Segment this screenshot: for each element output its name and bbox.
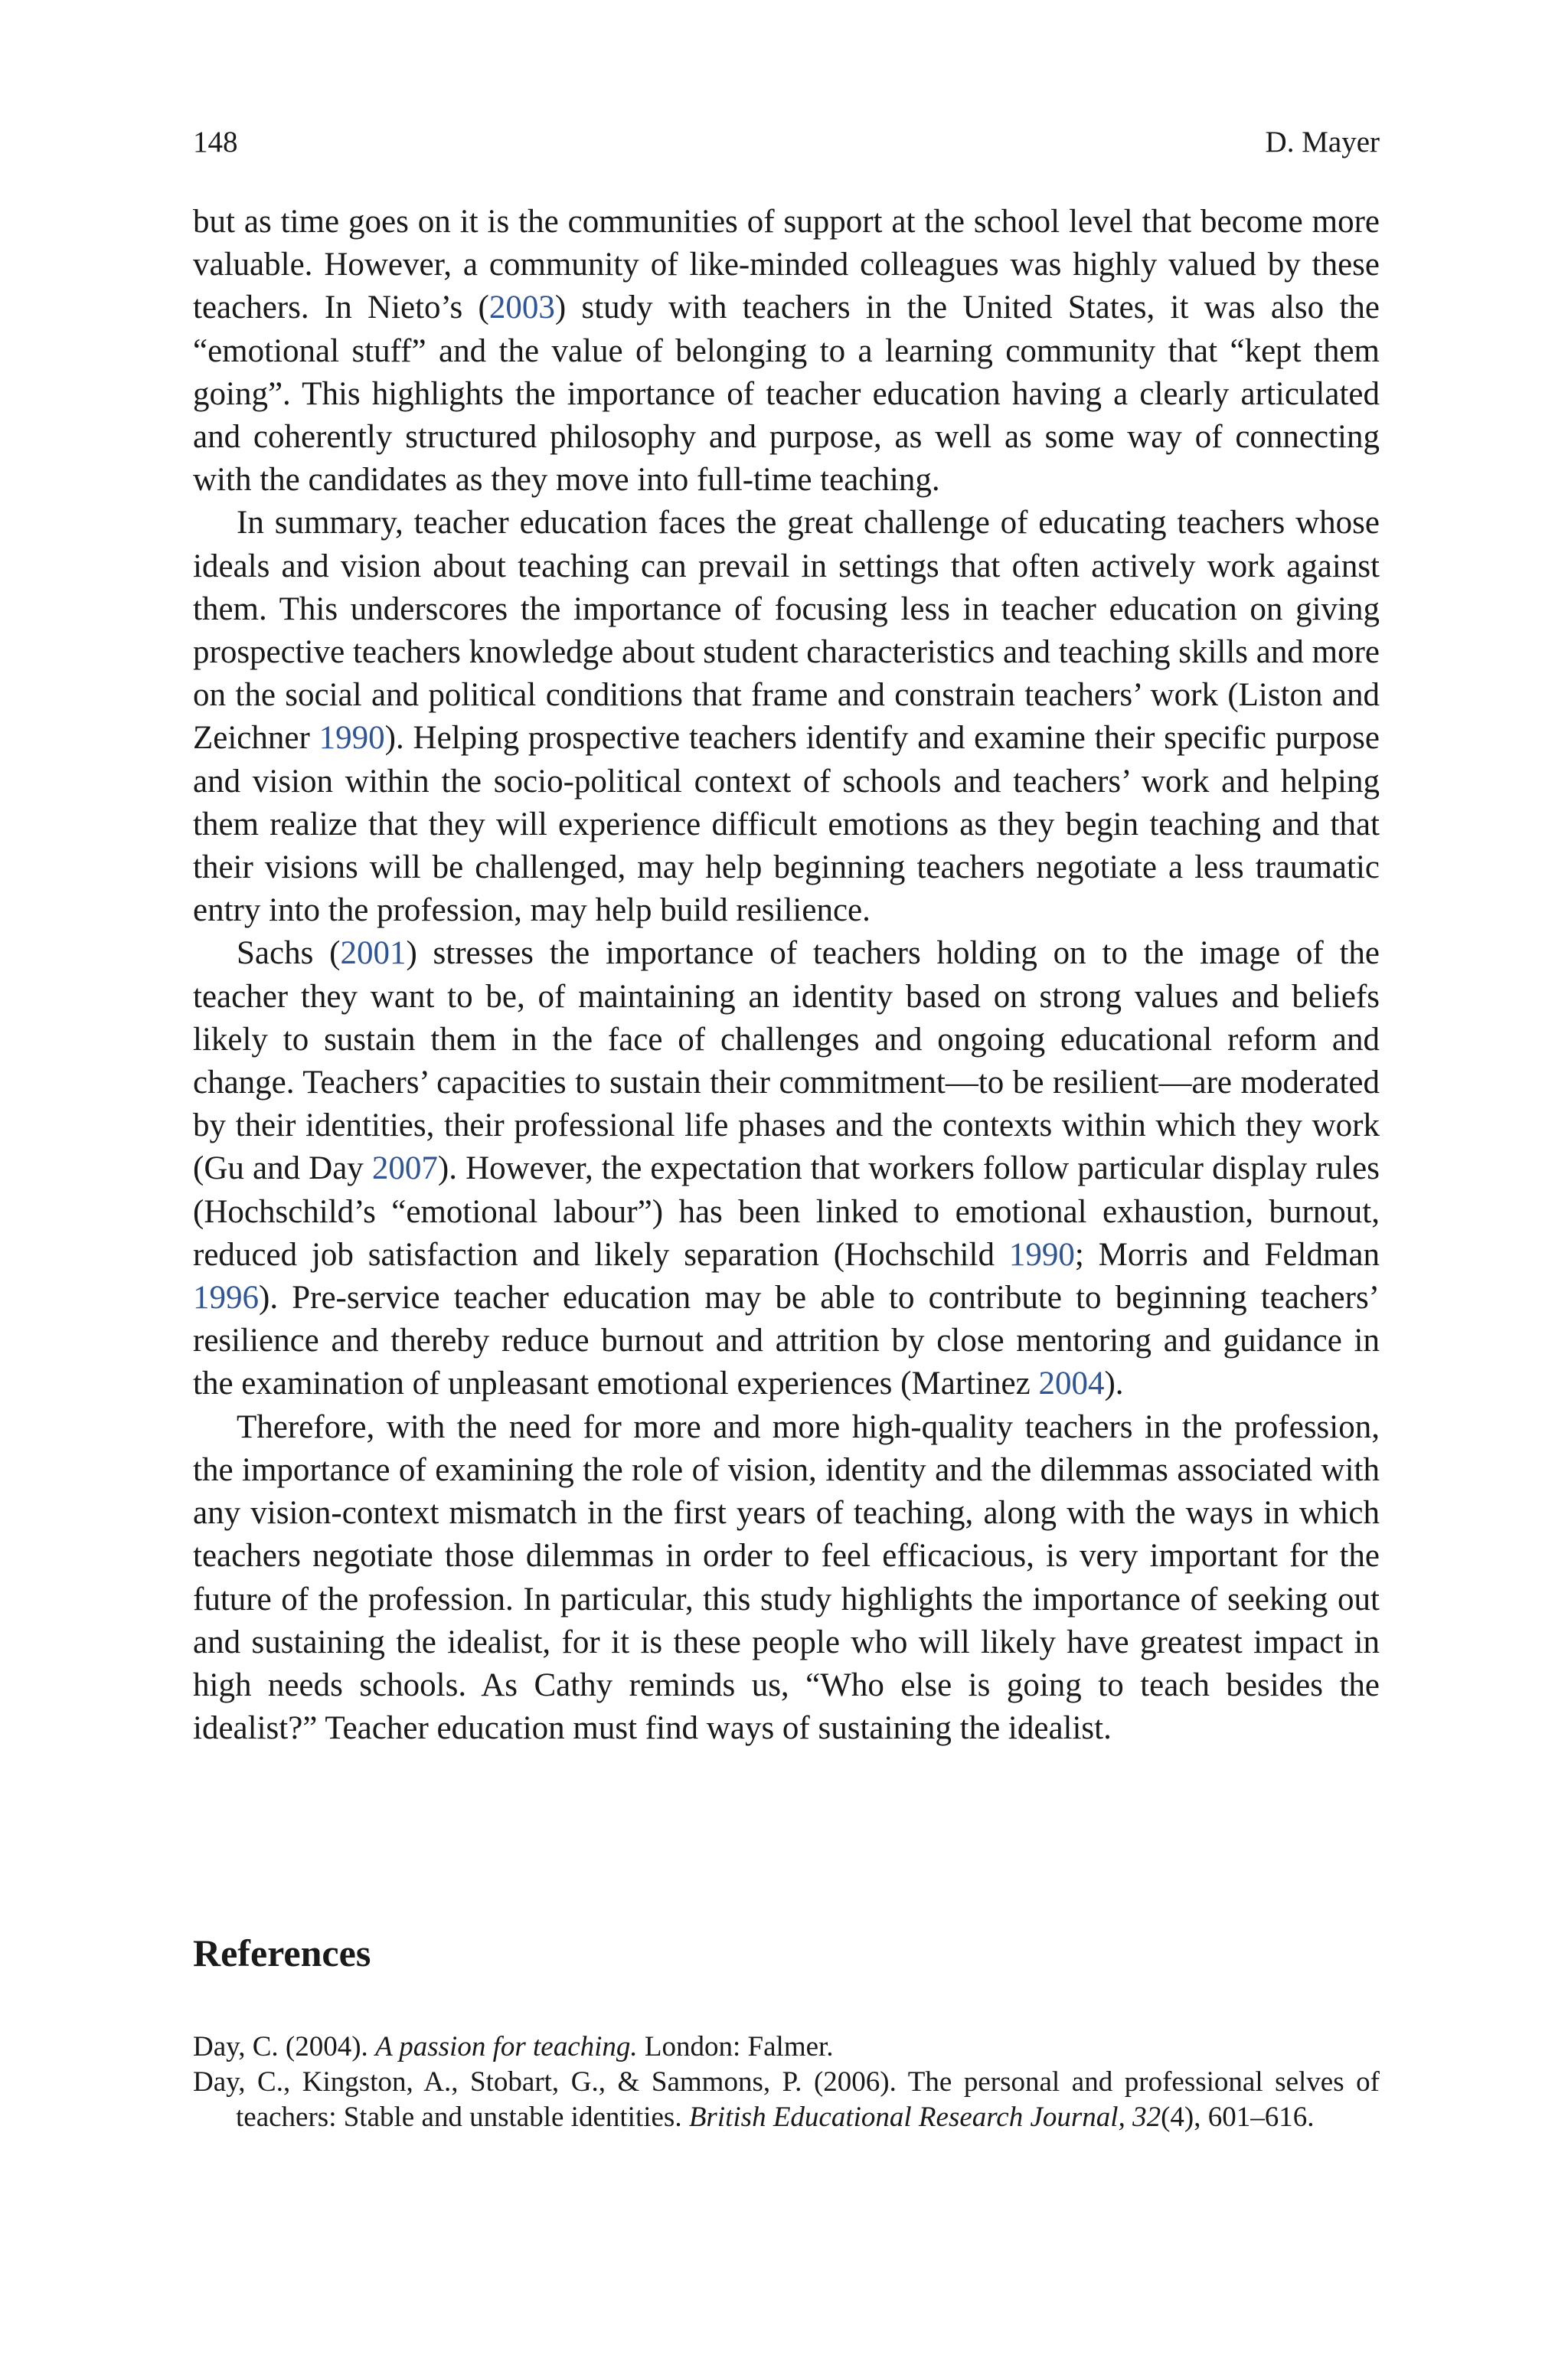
references-list <box>193 2030 1380 2135</box>
text-run: Day, C. (2004). <box>193 2031 376 2062</box>
citation-link[interactable]: 1996 <box>193 1280 259 1317</box>
reference-journal: British Educational Research Journal, 32 <box>688 2102 1161 2133</box>
text-run: ). Helping prospective teachers identify and examine their specific purpose and vision within the socio-political context of schools and teachers’ work and helping them realize that they will experience difficult emotions as they begin teaching and that their visions will be challenged, may help beginning teachers negotiate a less traumatic entry into the profession, may help build resilience. <box>193 720 1380 929</box>
citation-link[interactable]: 2003 <box>488 289 555 326</box>
reference-title: A passion for teaching. <box>375 2031 638 2062</box>
text-run: (4), 601–616. <box>1161 2102 1315 2133</box>
citation-link[interactable]: 2001 <box>340 935 407 972</box>
text-run: In summary, teacher education faces the great challenge of educating teachers whose ideals and vision about teaching can prevail in settings that often actively work against them. This underscores the importance of focusing less in teacher education on giving prospective teachers knowledge about student characteristics and teaching skills and more on the social and political conditions that frame and constrain teachers’ work (Liston and Zeichner <box>193 505 1380 757</box>
paragraph-1 <box>193 201 1380 502</box>
reference-item <box>193 2065 1380 2135</box>
text-run: ). Pre-service teacher education may be able to contribute to beginning teachers’ resilience and thereby reduce burnout and attrition by close mentoring and guidance in the examination of unpleasant emotional experiences (Martinez <box>193 1280 1380 1402</box>
text-run: London: Falmer. <box>637 2031 834 2062</box>
citation-link[interactable]: 1990 <box>318 720 385 757</box>
text-run: Day, C., Kingston, A., Stobart, G., & Sammons, P. (2006). The personal and professional selves of teachers: Stable and unstable identities. <box>193 2066 1380 2133</box>
text-run: ; Morris and Feldman <box>1074 1236 1380 1273</box>
text-run: ) study with teachers in the United States, it was also the “emotional stuff” and the value of belonging to a learning community that “kept them going”. This highlights the importance of teacher education having a clearly articulated and coherently structured philosophy and purpose, as well as some way of connecting with the candidates as they move into full-time teaching. <box>193 289 1380 499</box>
citation-link[interactable]: 1990 <box>1008 1236 1075 1273</box>
page-header <box>193 123 1380 162</box>
text-run: Therefore, with the need for more and more high-quality teachers in the profession, the importance of examining the role of vision, identity and the dilemmas associated with any vision-context mismatch in the first years of teaching, along with the ways in which teachers negotiate those dilemmas in order to feel efficacious, is very important for the future of the profession. In particular, this study highlights the importance of seeking out and sustaining the idealist, for it is these people who will likely have greatest impact in high needs schools. As Cathy reminds us, “Who else is going to teach besides the idealist?” Teacher education must find ways of sustaining the idealist. <box>193 1408 1380 1747</box>
paragraph-4 <box>193 1406 1380 1751</box>
paragraph-3 <box>193 932 1380 1405</box>
text-run: ). <box>1104 1366 1124 1402</box>
references-heading: References <box>193 1932 371 1974</box>
page-number: 148 <box>193 126 238 159</box>
running-head-author: D. Mayer <box>1265 126 1380 159</box>
text-run: Sachs ( <box>237 935 341 972</box>
citation-link[interactable]: 2007 <box>371 1150 438 1187</box>
text-run: ) stresses the importance of teachers holding on to the image of the teacher they want to be, of maintaining an identity based on strong values and beliefs likely to sustain them in the face of challenges and ongoing educational reform and change. Teachers’ capacities to sustain their commitment—to be resilient—are moderated by their identities, their professional life phases and the contexts within which they work (Gu and Day <box>193 935 1380 1187</box>
paragraph-2 <box>193 502 1380 932</box>
citation-link[interactable]: 2004 <box>1038 1366 1105 1402</box>
reference-item <box>193 2030 1380 2065</box>
text-run: but as time goes on it is the communities of support at the school level that become more valuable. However, a community of like-minded colleagues was highly valued by these teachers. In Nieto’s ( <box>193 204 1380 326</box>
body-text <box>193 201 1380 1750</box>
text-run: ). However, the expectation that workers follow particular display rules (Hochschild’s “emotional labour”) has been linked to emotional exhaustion, burnout, reduced job satisfaction and likely separation (Hochschild <box>193 1150 1380 1273</box>
